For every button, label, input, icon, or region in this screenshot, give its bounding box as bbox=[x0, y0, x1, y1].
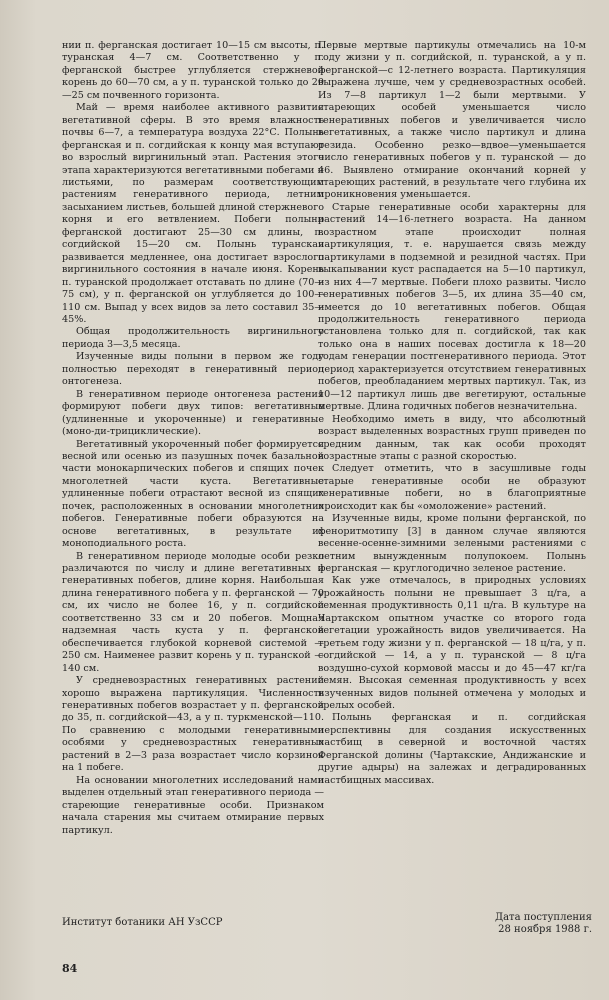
received-date: 28 ноября 1988 г. bbox=[498, 924, 592, 935]
paragraph: У средневозрастных генеративных растений хорошо выражена партикуляция. Численность генеративных побегов возрастает у п. ферганской до 35, п. согдийской—43, а у п. туркменской—110. По сравнению с молодыми генеративными особями у средневозрастных генеративных растений в 2—3 раза возрастает число корзинок на 1 побеге. bbox=[62, 675, 324, 774]
paragraph: Изученные виды полыни в первом же году полностью переходят в генеративный период онтогенеза. bbox=[62, 351, 324, 388]
paragraph: В генеративном периоде онтогенеза растения формируют побеги двух типов: вегетативные (удлиненные и укороченные) и генеративные (моно-ди-трициклические). bbox=[62, 388, 324, 438]
text-column-left bbox=[62, 40, 324, 837]
page-number: 84 bbox=[62, 962, 78, 975]
paragraph: Изученные виды, кроме полыни ферганской, по фенoритмотипу [3] в данном случае являются весенне-осенне-зимними зелеными растениями с летним вынужденным полупокоем. Полынь ферганская — круглогодично зеленое растение. bbox=[318, 513, 586, 575]
paragraph: Старые генеративные особи характерны для растений 14—16-летнего возраста. На данном возрастном этапе происходит полная партикуляция, т. е. нарушается связь между партикулами в подземной и резидной частях. При выкапывании куст распадается на 5—10 партикул, из них 4—7 мертвые. Побеги плохо развиты. Число генеративных побегов 3—5, их длина 35—40 см, имеется до 10 вегетативных побегов. Общая продолжительность генеративного периода установлена только для п. согдийской, так как только она в наших посевах достигла к 18—20 годам генерации постгенеративного периода. Этот период характеризуется отсутствием генеративных побегов, преобладанием мертвых партикул. Так, из 10—12 партикул лишь две вегетируют, остальные мертвые. Длина годичных побегов незначительна. bbox=[318, 201, 586, 413]
paragraph: нии п. ферганская достигает 10—15 см высоты, п. туранская 4—7 см. Соответственно у п. ферганской быстрее углубляется стержневой корень до 60—70 см, а у п. туранской только до 20—25 см почвенного горизонта. bbox=[62, 40, 324, 101]
paragraph: Как уже отмечалось, в природных условиях урожайность полыни не превышает 3 ц/га, а семенная продуктивность 0,11 ц/га. В культуре на Чартакском опытном участке со второго года вегетации урожайность видов увеличивается. На третьем году жизни у п. ферганской — 18 ц/га, у п. согдийской — 14, а у п. туранской — 8 ц/га воздушно-сухой кормовой массы и до 45—47 кг/га семян. Высокая семенная продуктивность у всех изученных видов полыней отмечена у молодых и зрелых особей. bbox=[318, 575, 586, 712]
received-label: Дата поступления bbox=[494, 912, 592, 923]
paragraph: Полынь ферганская и п. согдийская перспективны для создания искусственных пастбищ в северной и восточной частях Ферганской долины (Чартакские, Андижанские и другие адыры) на залежах и деградированных пастбищных массивах. bbox=[318, 712, 586, 786]
paragraph: Общая продолжительность виргинильного периода 3—3,5 месяца. bbox=[62, 326, 324, 350]
paragraph: Вегетативный укороченный побег формируется весной или осенью из пазушных почек базальной части монокарпических побегов и спящих почек многолетней части куста. Вегетативные удлиненные побеги отрастают весной из спящих почек, расположенных в основании многолетних побегов. Генеративные побеги образуются на основе вегетативных, в результате их моноподиального роста. bbox=[62, 438, 324, 550]
paragraph: Следует отметить, что в засушливые годы старые генеративные особи не образуют генеративные побеги, но в благоприятные происходит как бы «омоложение» растений. bbox=[318, 463, 586, 512]
received-date-block bbox=[452, 912, 592, 936]
institute-affiliation: Институт ботаники АН УзССР bbox=[62, 917, 223, 928]
text-column-right bbox=[318, 40, 586, 787]
paragraph: Май — время наиболее активного развития вегетативной сферы. В это время влажность почвы 6—7, а температура воздуха 22°С. Полынь ферганская и п. согдийская к концу мая вступают во взрослый виргинильный этап. Растения этого этапа характеризуются вегетативными побегами и листьями, по размерам соответствующим растениям генеративного периода, летним засыханием листьев, большей длиной стержневого корня и его ветвлением. Побеги полыни ферганской достигают 25—30 см длины, п. согдийской 15—20 см. Полынь туранская развивается медленнее, она достигает взрослого виргинильного состояния в начале июня. Корень п. туранской продолжает отставать по длине (70—75 см), у п. ферганской он углубляется до 100—110 см. Выпад у всех видов за лето составил 35—45%. bbox=[62, 102, 324, 325]
paragraph: Необходимо иметь в виду, что абсолютный возраст выделенных возрастных групп приведен по средним данным, так как особи проходят возрастные этапы с разной скоростью. bbox=[318, 413, 586, 462]
paragraph: Первые мертвые партикулы отмечались на 10-м году жизни у п. согдийской, п. туранской, а у п. ферганской—с 12-летнего возраста. Партикуляция выражена лучше, чем у средневозрастных особей. Из 7—8 партикул 1—2 были мертвыми. У стареющих особей уменьшается число генеративных побегов и увеличивается число вегетативных, а также число партикул и длина резида. Особенно резко—вдвое—уменьшается число генеративных побегов у п. туранской — до 46. Выявлено отмирание окончаний корней у стареющих растений, в результате чего глубина их проникновения уменьшается. bbox=[318, 40, 586, 201]
paragraph: В генеративном периоде молодые особи резко различаются по числу и длине вегетативных и генеративных побегов, длине корня. Наибольшая длина генеративного побега у п. ферганской — 70 см, их число не более 16, у п. согдийской соответственно 33 см и 20 побегов. Мощная надземная часть куста у п. ферганской обеспечивается глубокой корневой системой — 250 см. Наименее развит корень у п. туранской — 140 см. bbox=[62, 550, 324, 674]
paragraph: На основании многолетних исследований нами выделен отдельный этап генеративного периода — стареющие генеративные особи. Признаком начала старения мы считаем отмирание первых партикул. bbox=[62, 774, 324, 836]
